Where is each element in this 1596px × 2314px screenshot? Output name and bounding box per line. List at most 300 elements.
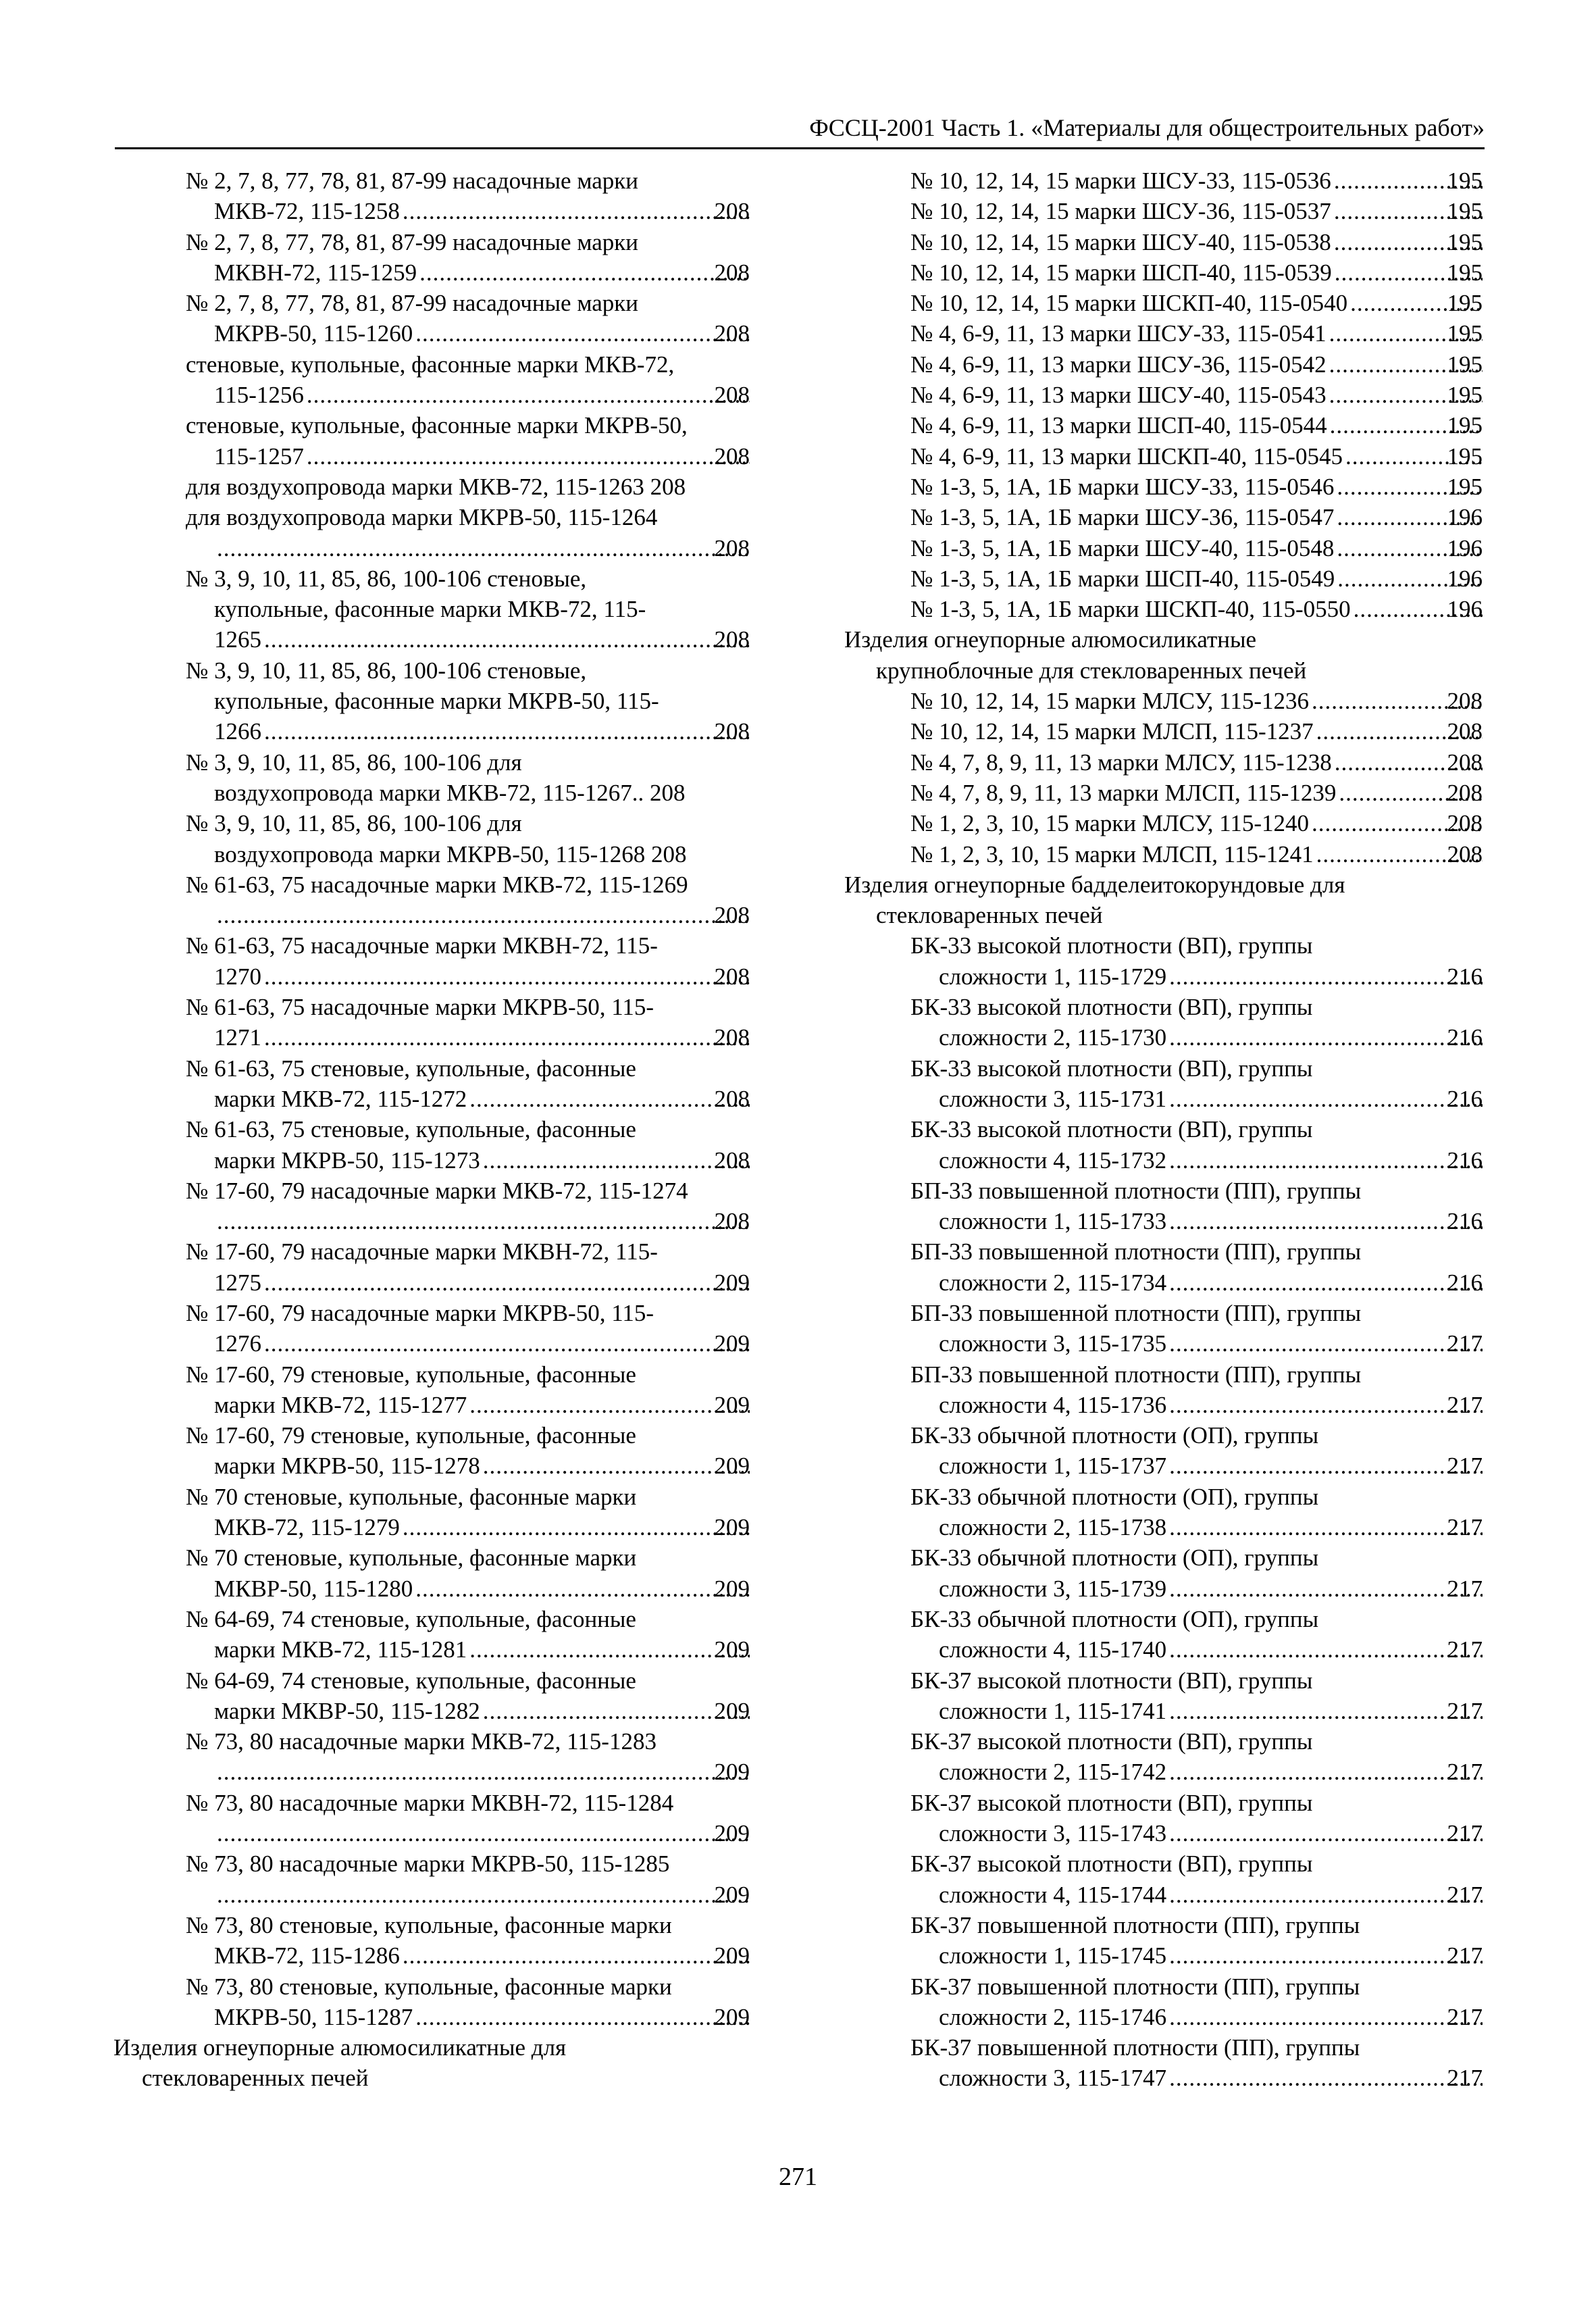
- left-entry-page: 208: [712, 1145, 750, 1176]
- left-entry-text: № 61-63, 75 насадочные марки МКРВ-50, 115-: [186, 994, 657, 1020]
- left-entry-text: [214, 535, 217, 561]
- left-entry-text: МКВ-72, 115-1258: [214, 198, 403, 224]
- left-entry-page: 208: [712, 441, 750, 472]
- right-entry-text: сложности 2, 115-1746: [939, 2004, 1169, 2030]
- left-entry: [113, 533, 750, 563]
- right-entry: [844, 1022, 1483, 1053]
- right-entry-text: сложности 3, 115-1743: [939, 1820, 1169, 1846]
- left-entry: [113, 1084, 750, 1114]
- left-entry-text: марки МКВ-72, 115-1272: [214, 1086, 469, 1112]
- left-entry: [113, 1390, 750, 1420]
- left-entry-page: 208: [712, 1206, 750, 1236]
- right-entry: [844, 318, 1483, 349]
- right-entry: [844, 1084, 1483, 1114]
- right-entry-text: БК-37 высокой плотности (ВП), группы: [910, 1851, 1315, 1877]
- right-entry-page: 195: [1445, 472, 1483, 502]
- right-entry-page: 216: [1445, 1267, 1483, 1298]
- page-number: 271: [779, 2163, 817, 2191]
- left-entry-text: [214, 1820, 217, 1846]
- left-entry: [113, 1634, 750, 1665]
- right-entry-page: 217: [1445, 1940, 1483, 1971]
- left-entry-text: № 3, 9, 10, 11, 85, 86, 100-106 для: [186, 749, 525, 776]
- right-entry: [844, 1420, 1483, 1451]
- right-entry-text: БП-33 повышенной плотности (ПП), группы: [910, 1361, 1364, 1388]
- left-entry: [113, 624, 750, 655]
- right-entry-page: 196: [1445, 502, 1483, 532]
- right-entry-text: № 10, 12, 14, 15 марки ШСУ-33, 115-0536: [910, 168, 1334, 194]
- left-entry-text: № 73, 80 стеновые, купольные, фасонные марки: [186, 1973, 675, 2000]
- left-entry: [113, 870, 750, 900]
- right-entry-text: № 1, 2, 3, 10, 15 марки МЛСП, 115-1241: [910, 841, 1316, 867]
- right-entry: [844, 1818, 1483, 1848]
- right-entry: [844, 1726, 1483, 1757]
- right-entry: [844, 808, 1483, 838]
- left-entry: [113, 1910, 750, 1940]
- left-entry-text: 115-1257: [214, 443, 307, 470]
- right-entry: [844, 1390, 1483, 1420]
- right-entry-text: БК-37 повышенной плотности (ПП), группы: [910, 1912, 1362, 1938]
- left-entry-text: № 70 стеновые, купольные, фасонные марки: [186, 1544, 639, 1571]
- right-entry: [844, 1880, 1483, 1910]
- right-entry-page: 195: [1445, 196, 1483, 226]
- left-entry: [113, 1145, 750, 1176]
- right-entry: [844, 900, 1483, 930]
- left-entry: [113, 1604, 750, 1634]
- left-entry-text: МКВН-72, 115-1259: [214, 259, 419, 286]
- left-entry: [113, 1482, 750, 1512]
- right-entry-text: БК-33 обычной плотности (ОП), группы: [910, 1422, 1321, 1449]
- right-entry-page: 217: [1445, 1696, 1483, 1726]
- right-entry-text: сложности 2, 115-1738: [939, 1514, 1169, 1540]
- right-entry-page: 217: [1445, 1757, 1483, 1787]
- left-entry: [113, 1542, 750, 1573]
- right-entry: [844, 1971, 1483, 2002]
- left-entry-page: 208: [712, 1022, 750, 1053]
- left-entry: [113, 1022, 750, 1053]
- right-entry-page: 195: [1445, 380, 1483, 410]
- left-entry-page: 209: [712, 2002, 750, 2032]
- left-entry-text: № 73, 80 насадочные марки МКВ-72, 115-1283: [186, 1728, 659, 1755]
- right-entry-page: 195: [1445, 349, 1483, 380]
- right-entry-text: № 4, 6-9, 11, 13 марки ШСУ-40, 115-0543: [910, 382, 1329, 408]
- left-entry: [113, 1512, 750, 1542]
- left-entry: [113, 1574, 750, 1604]
- right-entry: [844, 1574, 1483, 1604]
- left-entry: [113, 686, 750, 716]
- right-entry-page: 216: [1445, 1022, 1483, 1053]
- right-entry-text: сложности 2, 115-1742: [939, 1759, 1169, 1785]
- right-entry: [844, 1482, 1483, 1512]
- right-entry: [844, 257, 1483, 288]
- right-entry: [844, 1910, 1483, 1940]
- right-entry-text: сложности 4, 115-1736: [939, 1392, 1169, 1418]
- left-entry: [113, 1267, 750, 1298]
- left-entry-text: 1270: [214, 963, 264, 990]
- left-entry-text: № 2, 7, 8, 77, 78, 81, 87-99 насадочные марки: [186, 290, 641, 316]
- left-entry: [113, 594, 750, 624]
- right-entry: [844, 196, 1483, 226]
- left-entry-page: 209: [712, 1267, 750, 1298]
- right-entry-text: БК-37 высокой плотности (ВП), группы: [910, 1728, 1315, 1755]
- left-entry: [113, 502, 750, 532]
- left-entry-text: № 73, 80 насадочные марки МКРВ-50, 115-1285: [186, 1851, 672, 1877]
- left-entry: [113, 900, 750, 930]
- left-entry: [113, 318, 750, 349]
- right-entry: [844, 778, 1483, 808]
- right-entry: [844, 1298, 1483, 1328]
- right-entry-text: БК-33 высокой плотности (ВП), группы: [910, 932, 1315, 959]
- right-entry: [844, 441, 1483, 472]
- right-entry-text: № 10, 12, 14, 15 марки ШСУ-40, 115-0538: [910, 229, 1334, 255]
- left-entry: [113, 2032, 750, 2063]
- left-entry: [113, 2002, 750, 2032]
- left-entry-text: купольные, фасонные марки МКРВ-50, 115-: [214, 688, 662, 714]
- right-entry: [844, 1114, 1483, 1145]
- left-entry-page: 209: [712, 1940, 750, 1971]
- right-entry-page: 195: [1445, 257, 1483, 288]
- left-entry-page: 208: [712, 716, 750, 747]
- left-entry-page: 209: [712, 1574, 750, 1604]
- left-entry: [113, 1053, 750, 1084]
- left-entry: [113, 1940, 750, 1971]
- left-entry-text: МКВ-72, 115-1279: [214, 1514, 403, 1540]
- left-entry: [113, 1114, 750, 1145]
- right-entry-page: 217: [1445, 1390, 1483, 1420]
- right-entry-page: 196: [1445, 594, 1483, 624]
- right-entry: [844, 1512, 1483, 1542]
- left-entry: [113, 1788, 750, 1818]
- right-entry: [844, 380, 1483, 410]
- right-entry-text: № 4, 7, 8, 9, 11, 13 марки МЛСУ, 115-1238: [910, 749, 1335, 776]
- right-entry: [844, 686, 1483, 716]
- right-entry: [844, 1176, 1483, 1206]
- right-entry-text: № 10, 12, 14, 15 марки ШСП-40, 115-0539: [910, 259, 1335, 286]
- left-entry: [113, 1206, 750, 1236]
- left-entry-text: стеновые, купольные, фасонные марки МКВ-72,: [186, 351, 677, 378]
- left-entry-text: марки МКВР-50, 115-1282: [214, 1698, 483, 1724]
- left-entry: [113, 1726, 750, 1757]
- left-entry: [113, 257, 750, 288]
- left-entry: [113, 1971, 750, 2002]
- right-entry: [844, 1359, 1483, 1390]
- left-entry-text: МКВР-50, 115-1280: [214, 1576, 415, 1602]
- right-entry-text: № 4, 7, 8, 9, 11, 13 марки МЛСП, 115-1239: [910, 780, 1339, 806]
- right-entry-text: сложности 3, 115-1747: [939, 2065, 1169, 2091]
- right-entry-text: сложности 1, 115-1741: [939, 1698, 1169, 1724]
- right-entry-text: БП-33 повышенной плотности (ПП), группы: [910, 1238, 1364, 1265]
- left-entry-page: 209: [712, 1880, 750, 1910]
- left-entry-page: 209: [712, 1696, 750, 1726]
- right-entry-page: 195: [1445, 318, 1483, 349]
- right-entry-text: БП-33 повышенной плотности (ПП), группы: [910, 1300, 1364, 1326]
- left-entry-text: [214, 1759, 217, 1785]
- left-entry: [113, 961, 750, 992]
- right-entry-text: № 4, 6-9, 11, 13 марки ШСКП-40, 115-0545: [910, 443, 1345, 470]
- right-entry: [844, 961, 1483, 992]
- left-entry-text: 1266: [214, 718, 264, 745]
- right-entry-text: № 1-3, 5, 1А, 1Б марки ШСУ-33, 115-0546: [910, 474, 1337, 500]
- right-entry: [844, 410, 1483, 441]
- right-entry-text: № 10, 12, 14, 15 марки МЛСП, 115-1237: [910, 718, 1316, 745]
- running-title: ФССЦ-2001 Часть 1. «Материалы для общестроительных работ»: [809, 114, 1485, 141]
- right-entry-text: № 4, 6-9, 11, 13 марки ШСП-40, 115-0544: [910, 412, 1330, 438]
- right-entry-text: № 1-3, 5, 1А, 1Б марки ШСУ-40, 115-0548: [910, 535, 1337, 561]
- left-entry: [113, 288, 750, 318]
- left-entry-text: № 61-63, 75 стеновые, купольные, фасонные: [186, 1055, 639, 1082]
- right-entry-text: № 10, 12, 14, 15 марки ШСУ-36, 115-0537: [910, 198, 1334, 224]
- left-entry-text: 1276: [214, 1330, 264, 1357]
- right-entry-page: 195: [1445, 166, 1483, 196]
- left-entry-text: для воздухопровода марки МКРВ-50, 115-1264: [186, 504, 660, 530]
- right-entry: [844, 2063, 1483, 2093]
- right-entry: [844, 1848, 1483, 1879]
- left-entry-page: 208: [712, 900, 750, 930]
- right-entry: [844, 870, 1483, 900]
- left-entry-text: № 64-69, 74 стеновые, купольные, фасонные: [186, 1667, 639, 1694]
- right-entry: [844, 992, 1483, 1022]
- right-entry-text: сложности 2, 115-1734: [939, 1269, 1169, 1296]
- left-entry: [113, 2063, 750, 2093]
- left-entry-text: № 3, 9, 10, 11, 85, 86, 100-106 стеновые,: [186, 657, 589, 684]
- right-entry-page: 208: [1445, 839, 1483, 870]
- left-entry-page: 209: [712, 1390, 750, 1420]
- right-entry-text: БП-33 повышенной плотности (ПП), группы: [910, 1178, 1364, 1204]
- right-entry-text: БК-33 высокой плотности (ВП), группы: [910, 994, 1315, 1020]
- right-entry-page: 217: [1445, 2063, 1483, 2093]
- left-entry: [113, 227, 750, 257]
- left-entry-text: марки МКРВ-50, 115-1273: [214, 1147, 483, 1174]
- left-entry-text: марки МКВ-72, 115-1281: [214, 1636, 469, 1663]
- right-entry: [844, 1665, 1483, 1696]
- right-entry: [844, 563, 1483, 594]
- left-entry-text: № 2, 7, 8, 77, 78, 81, 87-99 насадочные марки: [186, 168, 641, 194]
- right-entry-text: № 10, 12, 14, 15 марки ШСКП-40, 115-0540: [910, 290, 1350, 316]
- left-entry: [113, 410, 750, 441]
- right-entry-page: 208: [1445, 778, 1483, 808]
- right-entry: [844, 594, 1483, 624]
- right-entry-text: БК-33 обычной плотности (ОП), группы: [910, 1606, 1321, 1632]
- right-entry-text: № 4, 6-9, 11, 13 марки ШСУ-36, 115-0542: [910, 351, 1329, 378]
- right-entry: [844, 655, 1483, 686]
- right-entry-text: № 4, 6-9, 11, 13 марки ШСУ-33, 115-0541: [910, 320, 1329, 347]
- right-entry-text: № 1-3, 5, 1А, 1Б марки ШСП-40, 115-0549: [910, 565, 1337, 592]
- left-entry-text: 1271: [214, 1024, 264, 1051]
- index-column-left: [113, 166, 750, 2094]
- right-entry-page: 217: [1445, 1512, 1483, 1542]
- right-entry: [844, 1696, 1483, 1726]
- left-entry-text: № 17-60, 79 стеновые, купольные, фасонные: [186, 1422, 639, 1449]
- left-entry-text: 115-1256: [214, 382, 307, 408]
- right-entry: [844, 747, 1483, 778]
- left-entry: [113, 1176, 750, 1206]
- left-entry-page: 209: [712, 1757, 750, 1787]
- right-entry: [844, 1145, 1483, 1176]
- right-entry-text: БК-37 повышенной плотности (ПП), группы: [910, 1973, 1362, 2000]
- left-entry: [113, 349, 750, 380]
- left-entry: [113, 1665, 750, 1696]
- left-entry-text: № 2, 7, 8, 77, 78, 81, 87-99 насадочные марки: [186, 229, 641, 255]
- right-entry: [844, 930, 1483, 961]
- left-entry: [113, 1818, 750, 1848]
- right-entry-page: 196: [1445, 563, 1483, 594]
- right-entry: [844, 349, 1483, 380]
- right-entry: [844, 1206, 1483, 1236]
- right-entry-page: 217: [1445, 1634, 1483, 1665]
- left-entry: [113, 563, 750, 594]
- right-entry-text: № 1-3, 5, 1А, 1Б марки ШСУ-36, 115-0547: [910, 504, 1337, 530]
- right-entry-page: 216: [1445, 1145, 1483, 1176]
- left-entry-text: № 70 стеновые, купольные, фасонные марки: [186, 1484, 639, 1510]
- left-entry-page: 208: [712, 257, 750, 288]
- right-entry: [844, 227, 1483, 257]
- right-entry-page: 195: [1445, 441, 1483, 472]
- left-entry: [113, 716, 750, 747]
- right-entry-text: сложности 4, 115-1732: [939, 1147, 1169, 1174]
- left-entry: [113, 1451, 750, 1481]
- right-entry: [844, 1542, 1483, 1573]
- left-entry-text: [214, 1882, 217, 1908]
- right-entry-text: сложности 1, 115-1729: [939, 963, 1169, 990]
- left-entry-text: № 17-60, 79 насадочные марки МКРВ-50, 115-: [186, 1300, 657, 1326]
- right-entry-page: 216: [1445, 1206, 1483, 1236]
- left-entry: [113, 1696, 750, 1726]
- left-entry-text: марки МКВ-72, 115-1277: [214, 1392, 469, 1418]
- right-entry-page: 196: [1445, 533, 1483, 563]
- right-entry-text: сложности 2, 115-1730: [939, 1024, 1169, 1051]
- right-entry-text: № 10, 12, 14, 15 марки МЛСУ, 115-1236: [910, 688, 1312, 714]
- left-entry-page: 208: [712, 380, 750, 410]
- index-column-right: [844, 166, 1483, 2094]
- left-entry: [113, 196, 750, 226]
- left-entry-text: № 61-63, 75 насадочные марки МКВ-72, 115-1269: [186, 872, 691, 898]
- left-entry: [113, 992, 750, 1022]
- right-entry-page: 216: [1445, 961, 1483, 992]
- left-entry-text: марки МКРВ-50, 115-1278: [214, 1453, 483, 1479]
- left-entry-text: № 17-60, 79 насадочные марки МКВН-72, 115-: [186, 1238, 661, 1265]
- left-entry: [113, 441, 750, 472]
- right-entry-page: 208: [1445, 686, 1483, 716]
- right-entry-page: 195: [1445, 410, 1483, 441]
- right-entry-page: 208: [1445, 747, 1483, 778]
- left-entry-text: № 73, 80 стеновые, купольные, фасонные марки: [186, 1912, 675, 1938]
- right-entry-text: сложности 3, 115-1731: [939, 1086, 1169, 1112]
- right-entry-page: 195: [1445, 227, 1483, 257]
- right-entry: [844, 2032, 1483, 2063]
- right-entry: [844, 1940, 1483, 1971]
- right-entry-page: 217: [1445, 1451, 1483, 1481]
- right-entry: [844, 2002, 1483, 2032]
- left-entry-text: № 61-63, 75 насадочные марки МКВН-72, 115-: [186, 932, 661, 959]
- right-entry: [844, 166, 1483, 196]
- right-entry: [844, 624, 1483, 655]
- left-entry: [113, 778, 750, 808]
- right-entry-text: сложности 4, 115-1744: [939, 1882, 1169, 1908]
- left-entry: [113, 1236, 750, 1267]
- right-entry: [844, 1451, 1483, 1481]
- left-entry-text: стеновые, купольные, фасонные марки МКРВ-50,: [186, 412, 690, 438]
- right-entry: [844, 716, 1483, 747]
- right-entry-text: сложности 1, 115-1733: [939, 1208, 1169, 1234]
- left-entry-text: для воздухопровода марки МКВ-72, 115-1263 208: [186, 474, 688, 500]
- running-header: [115, 108, 1485, 149]
- left-entry-text: купольные, фасонные марки МКВ-72, 115-: [214, 596, 648, 622]
- right-entry-text: БК-37 высокой плотности (ВП), группы: [910, 1790, 1315, 1816]
- right-entry-page: 195: [1445, 288, 1483, 318]
- right-entry: [844, 1236, 1483, 1267]
- right-entry-text: БК-37 высокой плотности (ВП), группы: [910, 1667, 1315, 1694]
- right-entry-page: 217: [1445, 2002, 1483, 2032]
- left-entry-text: [214, 1208, 217, 1234]
- left-entry: [113, 839, 750, 870]
- left-entry: [113, 166, 750, 196]
- left-entry-page: 209: [712, 1328, 750, 1359]
- right-entry-text: сложности 1, 115-1745: [939, 1942, 1169, 1969]
- right-entry-text: сложности 3, 115-1739: [939, 1576, 1169, 1602]
- left-entry: [113, 808, 750, 838]
- right-entry-page: 217: [1445, 1818, 1483, 1848]
- right-entry: [844, 1053, 1483, 1084]
- right-entry-text: БК-37 повышенной плотности (ПП), группы: [910, 2034, 1362, 2061]
- left-entry-text: воздухопровода марки МКРВ-50, 115-1268 208: [214, 841, 690, 867]
- left-entry: [113, 472, 750, 502]
- left-entry-text: стекловаренных печей: [142, 2065, 371, 2091]
- left-entry-page: 209: [712, 1512, 750, 1542]
- left-entry-page: 208: [712, 533, 750, 563]
- left-entry-text: № 61-63, 75 стеновые, купольные, фасонные: [186, 1116, 639, 1142]
- left-entry: [113, 1757, 750, 1787]
- right-entry: [844, 502, 1483, 532]
- left-entry: [113, 747, 750, 778]
- right-entry-page: 208: [1445, 808, 1483, 838]
- left-entry-text: 1275: [214, 1269, 264, 1296]
- left-entry-text: воздухопровода марки МКВ-72, 115-1267.. 208: [214, 780, 688, 806]
- left-entry-page: 209: [712, 1451, 750, 1481]
- right-entry-text: сложности 1, 115-1737: [939, 1453, 1169, 1479]
- left-entry: [113, 1359, 750, 1390]
- left-entry: [113, 1328, 750, 1359]
- left-entry-text: [214, 902, 217, 928]
- right-entry: [844, 1634, 1483, 1665]
- left-entry-page: 209: [712, 1818, 750, 1848]
- left-entry-text: № 3, 9, 10, 11, 85, 86, 100-106 стеновые,: [186, 565, 589, 592]
- right-entry: [844, 1604, 1483, 1634]
- right-entry: [844, 1267, 1483, 1298]
- left-entry-text: МКРВ-50, 115-1287: [214, 2004, 415, 2030]
- left-entry-page: 208: [712, 624, 750, 655]
- right-entry-text: БК-33 высокой плотности (ВП), группы: [910, 1055, 1315, 1082]
- right-entry-text: БК-33 обычной плотности (ОП), группы: [910, 1484, 1321, 1510]
- right-entry-text: Изделия огнеупорные бадделеитокорундовые для: [844, 872, 1347, 898]
- right-entry-page: 208: [1445, 716, 1483, 747]
- left-entry: [113, 655, 750, 686]
- left-entry-page: 208: [712, 1084, 750, 1114]
- right-entry-page: 217: [1445, 1328, 1483, 1359]
- right-entry-page: 216: [1445, 1084, 1483, 1114]
- right-entry-text: БК-33 высокой плотности (ВП), группы: [910, 1116, 1315, 1142]
- left-entry: [113, 1848, 750, 1879]
- right-entry: [844, 1757, 1483, 1787]
- left-entry: [113, 1298, 750, 1328]
- left-entry-text: 1265: [214, 626, 264, 653]
- left-entry: [113, 930, 750, 961]
- right-entry-text: крупноблочные для стекловаренных печей: [876, 657, 1309, 684]
- left-entry: [113, 1880, 750, 1910]
- right-entry: [844, 1788, 1483, 1818]
- right-entry-text: сложности 4, 115-1740: [939, 1636, 1169, 1663]
- left-entry-text: № 17-60, 79 насадочные марки МКВ-72, 115-1274: [186, 1178, 691, 1204]
- left-entry-text: № 17-60, 79 стеновые, купольные, фасонные: [186, 1361, 639, 1388]
- left-entry-page: 208: [712, 961, 750, 992]
